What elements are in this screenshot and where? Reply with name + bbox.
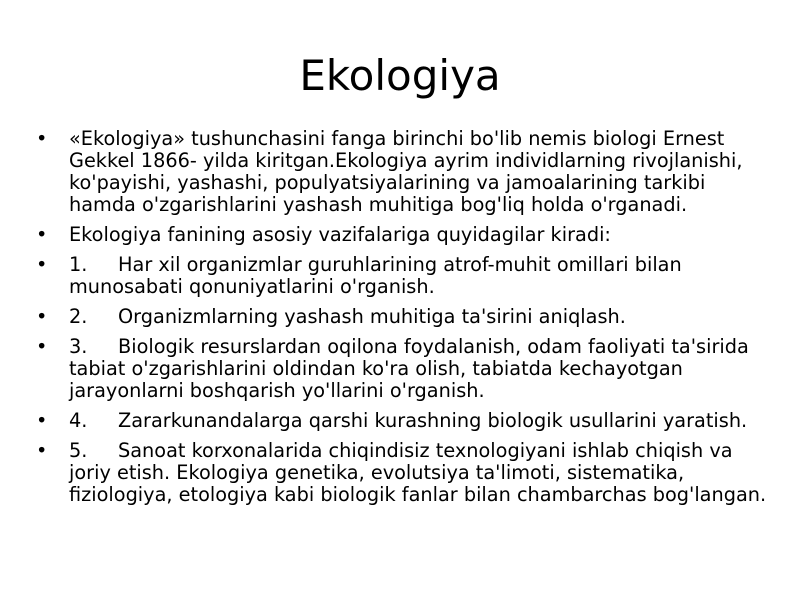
bullet-text: Organizmlarning yashash muhitiga ta'sirini aniqlash. bbox=[118, 305, 626, 328]
bullet-text: Har xil organizmlar guruhlarining atrof-muhit omillari bilan munosabati qonuniyatlarini o'rganish. bbox=[69, 253, 682, 298]
bullet-item bbox=[36, 440, 776, 506]
bullet-icon: • bbox=[36, 127, 48, 150]
item-number: 1. bbox=[69, 253, 88, 276]
bullet-item bbox=[36, 306, 776, 328]
bullet-item bbox=[36, 224, 776, 246]
item-number: 3. bbox=[69, 335, 88, 358]
bullet-item bbox=[36, 336, 776, 402]
bullet-text: Sanoat korxonalarida chiqindisiz texnologiyani ishlab chiqish va joriy etish. Ekologiya genetika, evolutsiya ta'limoti, sistematika, fiziologiya, etologiya kabi biologik fanlar bilan chambarchas bog'langan. bbox=[69, 439, 767, 506]
bullet-icon: • bbox=[36, 335, 48, 358]
item-number: 2. bbox=[69, 305, 88, 328]
bullet-text: Zararkunandalarga qarshi kurashning biologik usullarini yaratish. bbox=[118, 409, 748, 432]
item-number: 4. bbox=[69, 409, 88, 432]
bullet-text: Biologik resurslardan oqilona foydalanish, odam faoliyati ta'sirida tabiat o'zgarishlarini oldindan ko'ra olish, tabiatda kechayotgan jarayonlarni boshqarish yo'llarini o'rganish. bbox=[69, 335, 749, 402]
bullet-text: Ekologiya fanining asosiy vazifalariga quyidagilar kiradi: bbox=[69, 223, 611, 246]
slide-title: Ekologiya bbox=[299, 51, 501, 100]
bullet-icon: • bbox=[36, 305, 48, 328]
item-number: 5. bbox=[69, 439, 88, 462]
bullet-icon: • bbox=[36, 409, 48, 432]
bullet-text: «Ekologiya» tushunchasini fanga birinchi bo'lib nemis biologi Ernest Gekkel 1866- yilda kiritgan.Ekologiya ayrim individlarning rivojlanishi, ko'payishi, yashashi, populyatsiyalarining va jamoalarining tarkibi hamda o'zgarishlarini yashash muhitiga bog'liq holda o'rganadi. bbox=[69, 127, 743, 216]
bullet-item bbox=[36, 254, 776, 298]
bullet-item bbox=[36, 410, 776, 432]
bullet-list bbox=[36, 128, 776, 514]
bullet-icon: • bbox=[36, 223, 48, 246]
bullet-icon: • bbox=[36, 439, 48, 462]
bullet-item bbox=[36, 128, 776, 216]
bullet-icon: • bbox=[36, 253, 48, 276]
